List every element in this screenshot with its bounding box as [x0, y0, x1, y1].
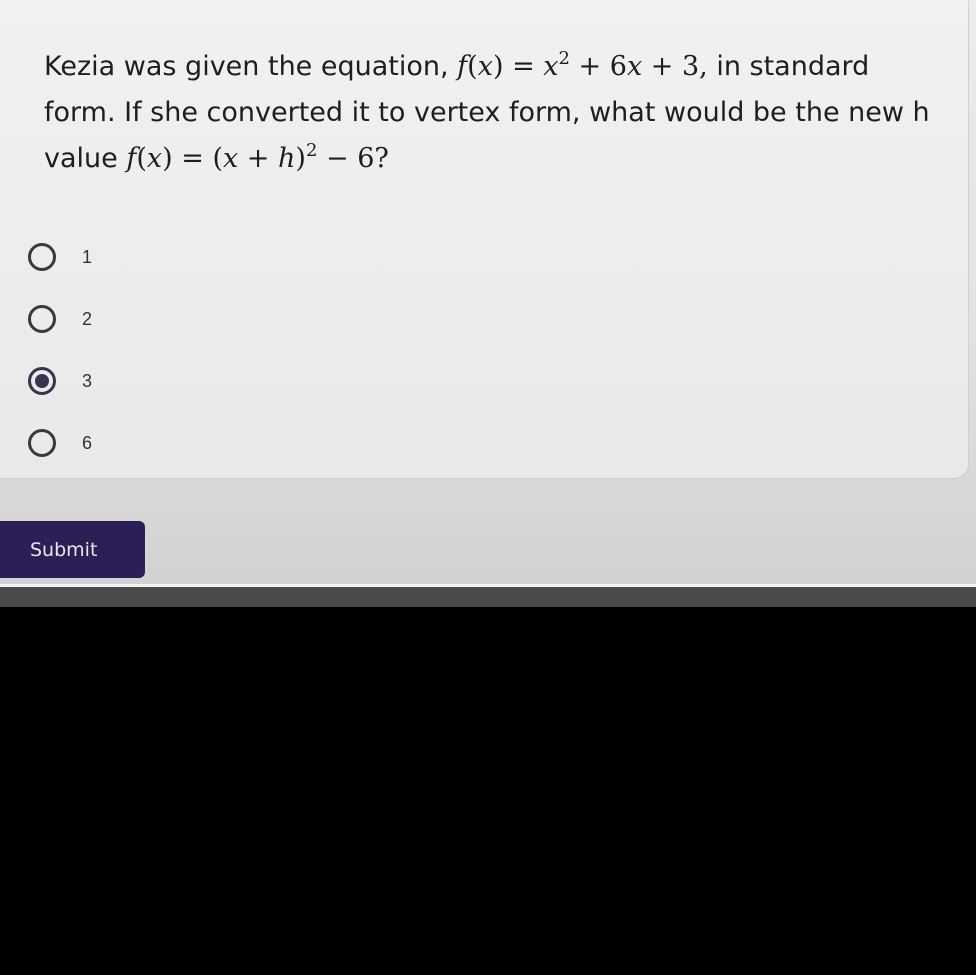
option-label: 6 — [82, 432, 93, 453]
option-label: 1 — [82, 246, 93, 267]
option-label: 2 — [82, 308, 93, 329]
option-label: 3 — [82, 370, 93, 391]
option-4[interactable] — [28, 412, 92, 474]
question-text — [44, 44, 944, 182]
option-2[interactable] — [28, 288, 92, 350]
equation-standard-form: $f(x) = x^2 + 6x + 3$, — [457, 48, 708, 82]
radio-button[interactable] — [28, 305, 56, 333]
radio-button[interactable] — [28, 429, 56, 457]
question-card — [0, 0, 968, 478]
radio-button[interactable] — [28, 243, 56, 271]
question-intro: Kezia was given the equation, — [44, 51, 449, 82]
equation-vertex-form: $f(x) = (x + h)^2 - 6$? — [126, 140, 389, 174]
radio-button-selected[interactable] — [28, 367, 56, 395]
submit-button[interactable]: Submit — [0, 521, 145, 578]
footer-strip — [0, 587, 976, 607]
answer-options — [28, 226, 92, 474]
option-3[interactable] — [28, 350, 92, 412]
question-body: in standard form. If she converted it to vertex form, what would be the new h value — [44, 51, 930, 174]
option-1[interactable] — [28, 226, 92, 288]
